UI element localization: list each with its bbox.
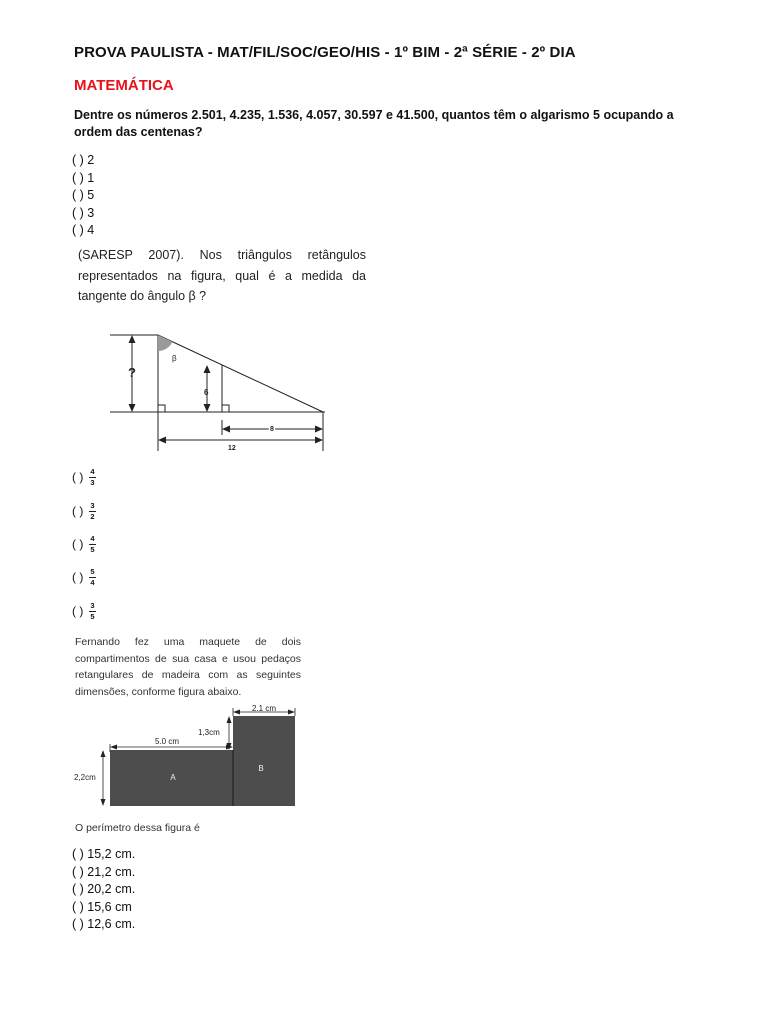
room-b-label: B (258, 764, 264, 773)
q1-option-b[interactable]: ( ) 1 (72, 170, 95, 185)
subject-heading: MATEMÁTICA (74, 77, 174, 94)
perimeter-prompt: O perímetro dessa figura é (75, 822, 200, 834)
q2-option-e[interactable]: ( ) $\frac{3}{5}$ (72, 601, 95, 621)
question-2-text: (SARESP 2007). Nos triângulos retângulos representados na figura, qual é a medida da tangente do ângulo β ? (78, 248, 366, 303)
unknown-label: ? (128, 365, 136, 380)
top-width-label: 2.1 cm (251, 704, 277, 713)
q2-option-c[interactable]: ( ) $\frac{4}{5}$ (72, 534, 95, 554)
question-3-text: Fernando fez uma maquete de dois compartimentos de sua casa e usou pedaços retangulares de madeira com as seguintes dimensões, conforme figura abaixo. (75, 636, 301, 698)
rooms-figure (72, 700, 312, 812)
page-title: PROVA PAULISTA - MAT/FIL/SOC/GEO/HIS - 1º BIM - 2ª SÉRIE - 2º DIA (74, 44, 576, 61)
q2-option-d[interactable]: ( ) $\frac{5}{4}$ (72, 567, 95, 587)
question-3-options (72, 846, 135, 934)
triangles-figure (110, 325, 330, 457)
base-8-label: 8 (270, 426, 274, 433)
q1-option-d[interactable]: ( ) 3 (72, 205, 95, 220)
q3-option-e[interactable]: ( ) 12,6 cm. (72, 917, 136, 932)
fraction: $\frac{5}{4}$ (90, 567, 95, 587)
q2-option-a[interactable]: ( ) $\frac{4}{3}$ (72, 467, 95, 487)
q1-option-a[interactable]: ( ) 2 (72, 153, 95, 167)
room-b-rect (233, 716, 295, 806)
fraction: $\frac{4}{5}$ (90, 534, 95, 554)
angle-beta-label: β (172, 354, 177, 363)
height-6-label: 6 (204, 388, 209, 397)
q3-option-c[interactable]: ( ) 20,2 cm. (72, 882, 136, 897)
q1-option-c[interactable]: ( ) 5 (72, 188, 95, 203)
room-a-label: A (170, 773, 176, 782)
base-12-label: 12 (228, 445, 236, 452)
question-1-options (72, 152, 94, 240)
q3-option-d[interactable]: ( ) 15,6 cm (72, 899, 132, 914)
q1-option-e[interactable]: ( ) 4 (72, 223, 95, 238)
q3-option-a[interactable]: ( ) 15,2 cm. (72, 847, 136, 861)
fraction: $\frac{4}{3}$ (90, 467, 95, 487)
q2-option-b[interactable]: ( ) $\frac{3}{2}$ (72, 501, 95, 521)
question-1-text: Dentre os números 2.501, 4.235, 1.536, 4.057, 30.597 e 41.500, quantos têm o algarismo 5 ocupando a ordem das centenas? (74, 108, 674, 139)
hypotenuse (158, 335, 323, 412)
fraction: $\frac{3}{5}$ (90, 601, 95, 621)
fraction: $\frac{3}{2}$ (90, 501, 95, 521)
left-width-label: 5.0 cm (154, 737, 180, 746)
left-height-label: 2,2cm (74, 773, 96, 782)
angle-beta-marker (158, 335, 173, 351)
step-height-label: 1,3cm (198, 728, 220, 737)
q3-option-b[interactable]: ( ) 21,2 cm. (72, 864, 136, 879)
